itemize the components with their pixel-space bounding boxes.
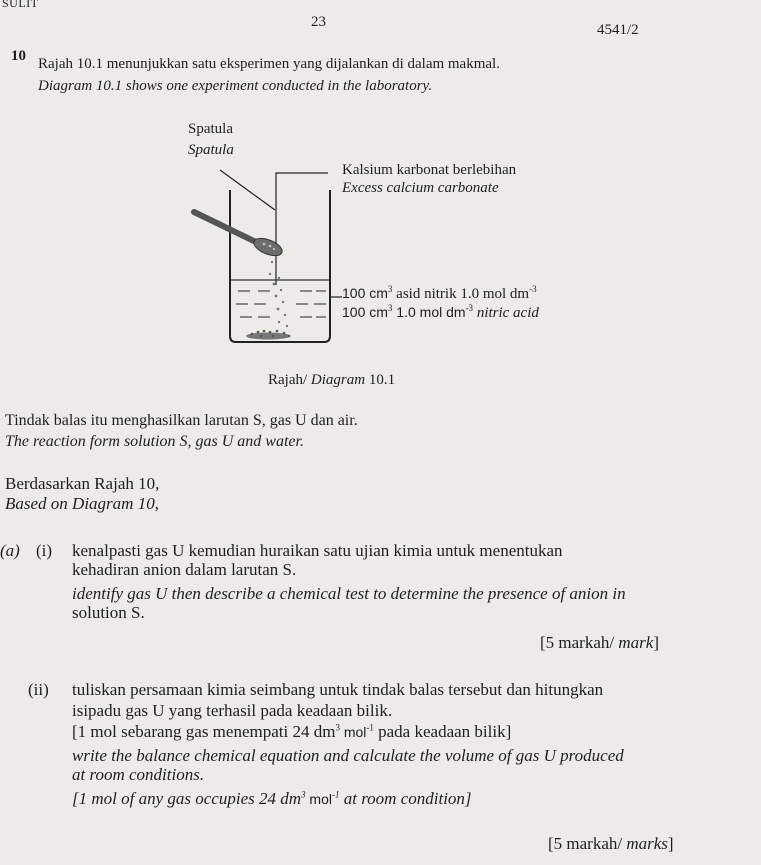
sulit-stamp: SULIT <box>2 0 39 10</box>
marks-prefix-ii: [5 markah/ <box>548 834 627 853</box>
label-acid-malay <box>342 284 537 303</box>
question-number: 10 <box>11 48 26 64</box>
caption-prefix: Rajah/ <box>268 372 311 388</box>
part-a-i-english-line2: solution S. <box>72 603 145 622</box>
intro-malay: Rajah 10.1 menunjukkan satu eksperimen yang dijalankan di dalam makmal. <box>38 56 500 72</box>
part-a-ii-marks <box>548 834 674 854</box>
reaction-english: The reaction form solution S, gas U and water. <box>5 433 304 450</box>
label-carbonate-english: Excess calcium carbonate <box>342 180 499 196</box>
paper-code: 4541/2 <box>597 22 639 38</box>
acid-name-malay: asid nitrik 1.0 mol dm <box>392 286 530 302</box>
note-text: [1 mol sebarang gas menempati 24 dm <box>72 722 336 741</box>
part-a-label: (a) <box>0 541 20 560</box>
part-a-ii-english-line2: at room conditions. <box>72 765 205 784</box>
note-end: pada keadaan bilik] <box>373 722 512 741</box>
falling-powder <box>269 261 288 327</box>
label-acid-english <box>342 303 539 322</box>
acid-conc-exponent: -3 <box>529 284 537 294</box>
note-exp2: -1 <box>366 722 374 733</box>
page-number: 23 <box>311 14 326 30</box>
note-exp1-en: 3 <box>301 789 306 800</box>
marks-italic: mark <box>618 633 654 652</box>
part-a-ii-malay-line1: tuliskan persamaan kimia seimbang untuk tindak balas tersebut dan hitungkan <box>72 680 604 699</box>
acid-volume-en: 100 cm <box>342 304 388 320</box>
acid-name-english: nitric acid <box>473 305 539 321</box>
reaction-malay: Tindak balas itu menghasilkan larutan S, gas U dan air. <box>5 412 358 429</box>
spatula-pointer-line <box>220 170 275 210</box>
based-on-english: Based on Diagram 10, <box>5 494 159 513</box>
spatula-handle <box>194 212 258 243</box>
beaker <box>230 190 330 342</box>
part-a-ii-english-line1: write the balance chemical equation and calculate the volume of gas U produced <box>72 746 624 765</box>
acid-conc-en: 1.0 mol dm <box>392 304 466 320</box>
spatula-scoop <box>251 235 284 259</box>
part-a-i-malay-line2: kehadiran anion dalam larutan S. <box>72 560 297 579</box>
marks-prefix: [5 markah/ <box>540 633 619 652</box>
part-a-ii-malay-note <box>72 722 511 742</box>
acid-conc-exponent-en: -3 <box>465 303 474 313</box>
intro-english: Diagram 10.1 shows one experiment conducted in the laboratory. <box>38 78 433 94</box>
note-text-en: [1 mol of any gas occupies 24 dm <box>72 789 302 808</box>
label-carbonate-malay: Kalsium karbonat berlebihan <box>342 162 517 178</box>
carbonate-pointer-line <box>276 173 328 285</box>
note-exp1: 3 <box>335 722 340 733</box>
acid-volume: 100 cm <box>342 285 388 301</box>
based-on-malay: Berdasarkan Rajah 10, <box>5 474 160 493</box>
solid-pile <box>246 330 290 340</box>
note-end-en: at room condition] <box>339 789 472 808</box>
liquid-dashes <box>236 291 326 317</box>
part-a-i-label: (i) <box>36 541 53 560</box>
label-spatula-malay: Spatula <box>188 121 233 137</box>
label-spatula-english: Spatula <box>188 142 234 158</box>
part-a-i-english-line1: identify gas U then describe a chemical test to determine the presence of anion in <box>72 584 626 603</box>
marks-suffix-ii: ] <box>667 834 674 853</box>
marks-italic-ii: marks <box>626 834 668 853</box>
acid-volume-exponent-en: 3 <box>387 303 393 313</box>
caption-number: 10.1 <box>365 372 396 388</box>
marks-suffix: ] <box>653 633 659 652</box>
part-a-ii-malay-line2: isipadu gas U yang terhasil pada keadaan bilik. <box>72 701 393 720</box>
part-a-ii-label: (ii) <box>28 680 49 699</box>
diagram-caption <box>268 372 395 389</box>
note-mid: mol <box>339 724 367 740</box>
note-exp2-en: -1 <box>331 789 340 800</box>
acid-volume-exponent: 3 <box>387 284 393 294</box>
note-mid-en: mol <box>305 791 332 807</box>
part-a-ii-english-note <box>72 789 472 809</box>
caption-italic: Diagram <box>310 372 366 388</box>
part-a-i-malay-line1: kenalpasti gas U kemudian huraikan satu ujian kimia untuk menentukan <box>72 541 563 560</box>
part-a-i-marks <box>540 633 659 653</box>
